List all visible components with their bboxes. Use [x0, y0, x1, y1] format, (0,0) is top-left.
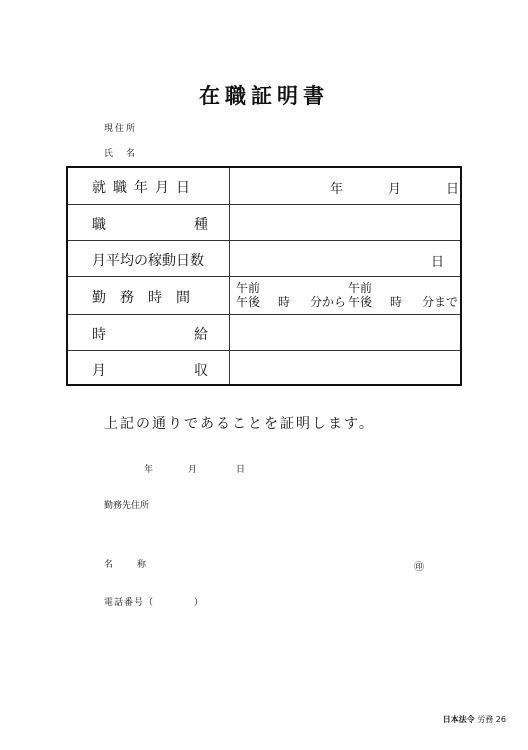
start-pm-label: 午後	[236, 295, 261, 309]
publisher-footer	[443, 714, 506, 725]
row-label-occupation-left: 職	[92, 217, 106, 233]
address-label: 現住所	[104, 124, 138, 134]
employer-name-label: 名 称	[104, 560, 149, 570]
until-label: 分まで	[422, 295, 459, 309]
row-label-cell	[68, 277, 230, 314]
value-day-unit: 日	[431, 255, 445, 270]
table-row-occupation	[68, 204, 460, 240]
certification-statement: 上記の通りであることを証明します。	[104, 416, 375, 432]
row-label-monthly-left: 月	[92, 363, 106, 379]
row-label-occupation-right: 種	[194, 217, 208, 233]
row-label-cell	[68, 168, 230, 204]
row-label-monthly-right: 収	[194, 363, 208, 379]
publisher-brand: 日本法令	[442, 715, 475, 724]
table-row-working-hours	[68, 276, 460, 314]
row-label-employment-date: 就職年月日	[92, 180, 197, 196]
employer-phone-label: 電話番号（ ）	[104, 598, 205, 608]
row-label-cell	[68, 241, 230, 276]
seal-mark-icon: ㊞	[414, 562, 424, 573]
row-label-working-days: 月平均の稼動日数	[92, 253, 204, 269]
date-month-unit: 月	[188, 465, 200, 475]
end-am-label: 午前	[348, 281, 373, 295]
row-label-cell	[68, 315, 230, 350]
form-code: 労務 26	[477, 715, 506, 724]
value-year-unit: 年	[330, 182, 344, 197]
end-pm-label: 午後	[348, 295, 373, 309]
value-day-unit: 日	[446, 182, 460, 197]
table-row-hourly-wage	[68, 314, 460, 350]
row-label-hourly-left: 時	[92, 327, 106, 343]
date-day-unit: 日	[236, 465, 248, 475]
name-label: 氏 名	[104, 149, 138, 159]
start-am-label: 午前	[236, 281, 261, 295]
employer-address-label: 勤務先住所	[104, 501, 150, 511]
end-hour-unit: 時	[390, 295, 403, 309]
row-label-hourly-right: 給	[194, 327, 208, 343]
value-month-unit: 月	[388, 182, 402, 197]
table-row-employment-date	[68, 168, 460, 204]
table-row-working-days	[68, 240, 460, 276]
row-label-cell	[68, 205, 230, 240]
row-label-cell	[68, 351, 230, 384]
row-label-working-hours: 勤務時間	[92, 290, 204, 306]
employment-table	[66, 166, 462, 386]
table-row-monthly-income	[68, 350, 460, 384]
start-hour-unit: 時	[278, 295, 291, 309]
date-year-unit: 年	[144, 465, 156, 475]
document-title: 在職証明書	[199, 83, 329, 108]
from-label: 分から	[310, 295, 347, 309]
